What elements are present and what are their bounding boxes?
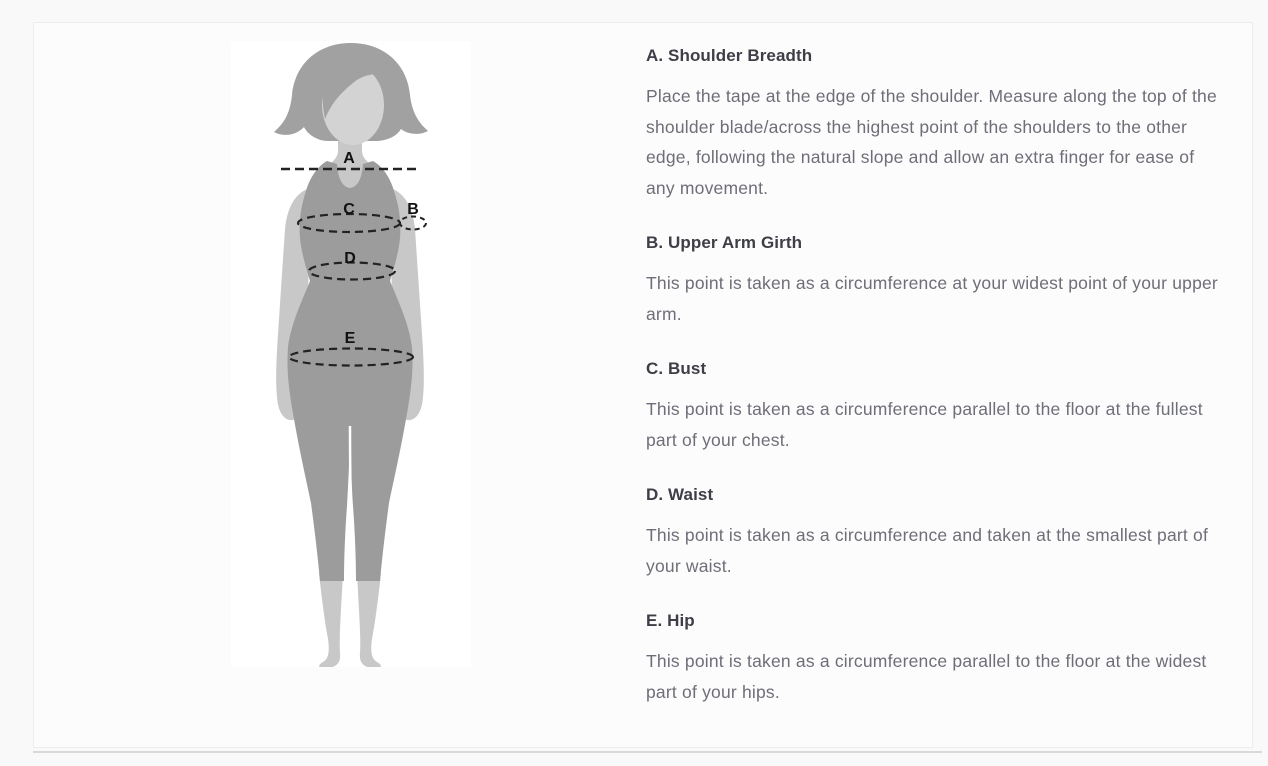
measurement-section	[646, 484, 1228, 581]
measurement-description: Place the tape at the edge of the shoulder. Measure along the top of the shoulder blade/across the highest point of the shoulders to the other edge, following the natural slope and allow an extra finger for ease of any movement.	[646, 86, 1217, 198]
measurement-section	[646, 232, 1228, 329]
marker-letter-C: C	[343, 201, 355, 218]
measurement-heading: E. Hip	[646, 611, 695, 630]
bottom-divider	[33, 751, 1262, 753]
measurement-description: This point is taken as a circumference at your widest point of your upper arm.	[646, 273, 1218, 324]
measurement-section	[646, 358, 1228, 455]
measurement-heading: C. Bust	[646, 359, 707, 378]
body-silhouette-illustration	[231, 41, 471, 667]
measurement-heading: A. Shoulder Breadth	[646, 46, 813, 65]
measurement-description: This point is taken as a circumference and taken at the smallest part of your waist.	[646, 525, 1209, 576]
marker-letter-A: A	[343, 150, 355, 167]
marker-letter-B: B	[407, 201, 419, 218]
body-measurement-diagram	[231, 41, 471, 667]
marker-letter-E: E	[344, 330, 356, 347]
right-lower-leg-shape	[357, 573, 381, 667]
measurement-description: This point is taken as a circumference parallel to the floor at the widest part of your hips.	[646, 651, 1207, 702]
measurement-section	[646, 610, 1228, 707]
marker-letter-D: D	[344, 250, 356, 267]
measurement-instructions	[646, 45, 1228, 736]
measurement-heading: D. Waist	[646, 485, 714, 504]
size-guide-card	[33, 22, 1253, 748]
measurement-description: This point is taken as a circumference parallel to the floor at the fullest part of your chest.	[646, 399, 1203, 450]
measurement-section	[646, 45, 1228, 203]
left-lower-leg-shape	[319, 573, 343, 667]
measurement-heading: B. Upper Arm Girth	[646, 233, 803, 252]
